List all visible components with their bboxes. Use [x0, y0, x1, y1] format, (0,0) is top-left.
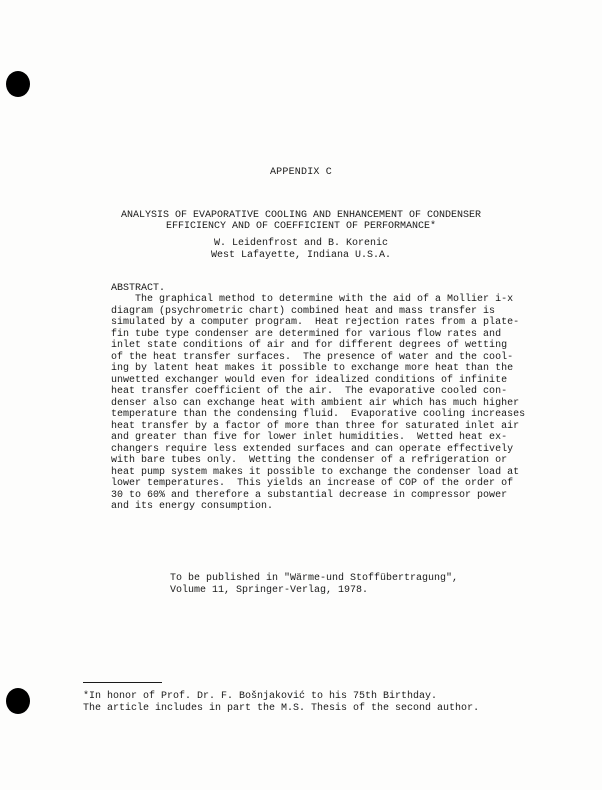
- abstract-line: and greater than five for lower inlet humidities. Wetted heat ex-: [111, 432, 508, 443]
- abstract-line: heat transfer coefficient of the air. The evaporative cooled con-: [111, 386, 508, 397]
- footnote-thesis: The article includes in part the M.S. Thesis of the second author.: [83, 703, 480, 714]
- abstract-line: diagram (psychrometric chart) combined heat and mass transfer is: [111, 305, 496, 317]
- abstract-line: and its energy consumption.: [111, 501, 274, 512]
- abstract-line: inlet state conditions of air and for different degrees of wetting: [111, 340, 508, 351]
- abstract-line: 30 to 60% and therefore a substantial decrease in compressor power: [111, 489, 508, 501]
- abstract-line: ing by latent heat makes it possible to exchange more heat than the: [111, 363, 514, 374]
- affiliation: West Lafayette, Indiana U.S.A.: [210, 250, 392, 261]
- abstract-line: denser also can exchange heat with ambient air which has much higher: [111, 397, 520, 409]
- abstract-body: [111, 294, 525, 513]
- abstract-line: heat pump system makes it possible to exchange the condenser load at: [111, 466, 520, 478]
- abstract-line: heat transfer by a factor of more than three for saturated inlet air: [111, 420, 520, 432]
- publication-line-1: To be published in "Wärme-und Stoffübertragung",: [170, 573, 459, 584]
- abstract-line: lower temperatures. This yields an increase of COP of the order of: [111, 478, 514, 489]
- footnote-dedication: *In honor of Prof. Dr. F. Bošnjaković to his 75th Birthday.: [83, 691, 438, 702]
- abstract-line: changers require less extended surfaces and can operate effectively: [111, 443, 514, 455]
- abstract-line: simulated by a computer program. Heat rejection rates from a plate-: [111, 317, 520, 328]
- abstract-line: temperature than the condensing fluid. Evaporative cooling increases: [111, 409, 526, 420]
- authors: W. Leidenfrost and B. Korenic: [213, 238, 389, 249]
- footnote-rule: [83, 682, 162, 683]
- publication-line-2: Volume 11, Springer-Verlag, 1978.: [170, 585, 369, 596]
- abstract-label: ABSTRACT.: [111, 283, 166, 294]
- abstract-line: unwetted exchanger would even for idealized conditions of infinite: [111, 374, 508, 386]
- footnotes: [83, 691, 479, 715]
- abstract-line: fin tube type condenser are determined for various flow rates and: [111, 328, 502, 340]
- abstract-line: The graphical method to determine with the aid of a Mollier i-x: [111, 294, 514, 305]
- paper-title-line-2: EFFICIENCY AND OF COEFFICIENT OF PERFORMANCE*: [165, 221, 437, 232]
- publication-note: [170, 573, 458, 597]
- abstract-line: with bare tubes only. Wetting the condenser of a refrigeration or: [111, 455, 508, 466]
- punch-hole-bottom: [6, 688, 30, 714]
- appendix-heading: APPENDIX C: [269, 167, 332, 178]
- abstract-line: of the heat transfer surfaces. The presence of water and the cool-: [111, 351, 514, 363]
- paper-title-line-1: ANALYSIS OF EVAPORATIVE COOLING AND ENHANCEMENT OF CONDENSER: [120, 210, 482, 221]
- punch-hole-top: [6, 71, 30, 97]
